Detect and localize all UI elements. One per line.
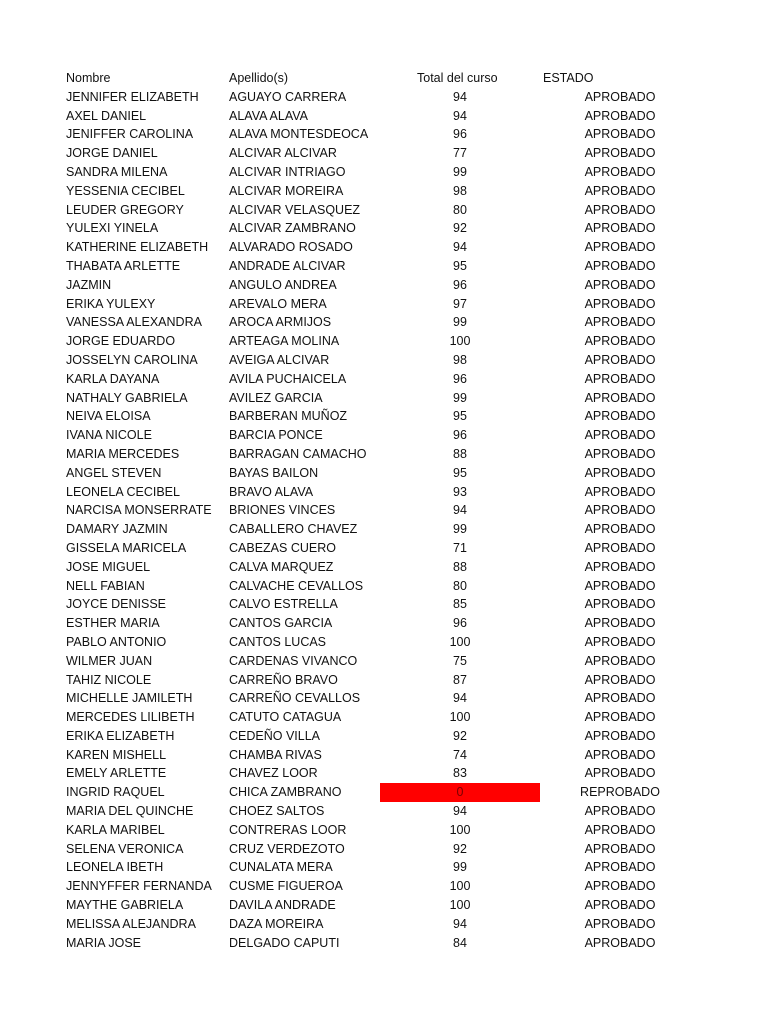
cell-total: 77 xyxy=(453,146,467,161)
cell-total: 100 xyxy=(449,334,471,349)
cell-estado: APROBADO xyxy=(584,484,656,499)
cell-apellidos: CHAMBA RIVAS xyxy=(229,747,322,762)
cell-total: 87 xyxy=(453,672,467,687)
cell-nombre: LEONELA IBETH xyxy=(66,860,164,875)
cell-total: 94 xyxy=(453,108,467,123)
table-row xyxy=(0,614,768,633)
cell-estado: APROBADO xyxy=(584,672,656,687)
cell-total: 80 xyxy=(453,202,467,217)
cell-nombre: JENNYFFER FERNANDA xyxy=(66,879,212,894)
cell-apellidos: CHOEZ SALTOS xyxy=(229,804,325,819)
table-row xyxy=(0,858,768,877)
cell-estado: APROBADO xyxy=(584,597,656,612)
table-row xyxy=(0,445,768,464)
cell-apellidos: AROCA ARMIJOS xyxy=(229,315,332,330)
cell-total: 83 xyxy=(453,766,467,781)
cell-total: 85 xyxy=(453,597,467,612)
table-row xyxy=(0,934,768,953)
table-body xyxy=(0,88,768,953)
table-row xyxy=(0,689,768,708)
cell-total: 96 xyxy=(453,616,467,631)
cell-estado: APROBADO xyxy=(584,315,656,330)
grades-table xyxy=(0,69,768,952)
cell-estado: APROBADO xyxy=(584,503,656,518)
cell-estado: APROBADO xyxy=(584,898,656,913)
cell-nombre: NELL FABIAN xyxy=(66,578,145,593)
cell-total: 96 xyxy=(453,371,467,386)
cell-apellidos: CARREÑO CEVALLOS xyxy=(229,691,361,706)
cell-estado: APROBADO xyxy=(584,390,656,405)
cell-apellidos: BRIONES VINCES xyxy=(229,503,336,518)
table-row xyxy=(0,783,768,802)
cell-estado: APROBADO xyxy=(584,559,656,574)
cell-nombre: ERIKA YULEXY xyxy=(66,296,156,311)
table-row xyxy=(0,201,768,220)
cell-estado: APROBADO xyxy=(584,183,656,198)
cell-estado: APROBADO xyxy=(584,352,656,367)
cell-estado: APROBADO xyxy=(584,728,656,743)
cell-total: 95 xyxy=(453,258,467,273)
cell-total: 84 xyxy=(453,935,467,950)
cell-nombre: JORGE EDUARDO xyxy=(66,334,176,349)
cell-apellidos: CANTOS LUCAS xyxy=(229,634,327,649)
cell-apellidos: DAVILA ANDRADE xyxy=(229,898,336,913)
table-row xyxy=(0,163,768,182)
cell-apellidos: CABALLERO CHAVEZ xyxy=(229,522,358,537)
table-row xyxy=(0,727,768,746)
cell-estado: APROBADO xyxy=(584,691,656,706)
table-row xyxy=(0,238,768,257)
table-row xyxy=(0,539,768,558)
cell-estado: APROBADO xyxy=(584,841,656,856)
cell-nombre: SANDRA MILENA xyxy=(66,164,168,179)
cell-total: 97 xyxy=(453,296,467,311)
table-row xyxy=(0,370,768,389)
cell-apellidos: ALCIVAR ALCIVAR xyxy=(229,146,337,161)
cell-apellidos: ARTEAGA MOLINA xyxy=(229,334,340,349)
cell-nombre: MERCEDES LILIBETH xyxy=(66,710,195,725)
table-row xyxy=(0,483,768,502)
cell-nombre: LEONELA CECIBEL xyxy=(66,484,180,499)
table-row xyxy=(0,501,768,520)
cell-total: 88 xyxy=(453,559,467,574)
cell-total: 71 xyxy=(453,540,467,555)
table-row xyxy=(0,407,768,426)
cell-nombre: MARIA MERCEDES xyxy=(66,446,180,461)
cell-apellidos: AVILEZ GARCIA xyxy=(229,390,323,405)
cell-estado: APROBADO xyxy=(584,465,656,480)
cell-estado: APROBADO xyxy=(584,89,656,104)
cell-estado: APROBADO xyxy=(584,296,656,311)
cell-estado: APROBADO xyxy=(584,371,656,386)
cell-nombre: NEIVA ELOISA xyxy=(66,409,151,424)
cell-total: 99 xyxy=(453,390,467,405)
cell-nombre: LEUDER GREGORY xyxy=(66,202,184,217)
cell-estado: APROBADO xyxy=(584,522,656,537)
cell-nombre: KARLA MARIBEL xyxy=(66,822,165,837)
cell-nombre: INGRID RAQUEL xyxy=(66,785,165,800)
cell-apellidos: CUSME FIGUEROA xyxy=(229,879,343,894)
header-nombre: Nombre xyxy=(66,71,111,85)
cell-estado: APROBADO xyxy=(584,446,656,461)
cell-nombre: ERIKA ELIZABETH xyxy=(66,728,175,743)
cell-apellidos: AGUAYO CARRERA xyxy=(229,89,347,104)
cell-total: 92 xyxy=(453,221,467,236)
table-row xyxy=(0,896,768,915)
cell-estado: APROBADO xyxy=(584,540,656,555)
cell-nombre: NARCISA MONSERRATE xyxy=(66,503,212,518)
table-row xyxy=(0,125,768,144)
cell-apellidos: ALCIVAR MOREIRA xyxy=(229,183,344,198)
cell-apellidos: DELGADO CAPUTI xyxy=(229,935,340,950)
cell-apellidos: AVILA PUCHAICELA xyxy=(229,371,347,386)
cell-total: 94 xyxy=(453,691,467,706)
cell-total: 100 xyxy=(449,710,471,725)
table-row xyxy=(0,671,768,690)
cell-apellidos: ALCIVAR ZAMBRANO xyxy=(229,221,356,236)
cell-estado: APROBADO xyxy=(584,146,656,161)
cell-apellidos: BAYAS BAILON xyxy=(229,465,319,480)
cell-estado: APROBADO xyxy=(584,334,656,349)
cell-total: 80 xyxy=(453,578,467,593)
cell-total: 100 xyxy=(449,822,471,837)
cell-total: 96 xyxy=(453,428,467,443)
table-row xyxy=(0,332,768,351)
cell-nombre: JOYCE DENISSE xyxy=(66,597,167,612)
cell-estado: APROBADO xyxy=(584,277,656,292)
cell-apellidos: BARRAGAN CAMACHO xyxy=(229,446,367,461)
table-row xyxy=(0,182,768,201)
table-row xyxy=(0,426,768,445)
table-row xyxy=(0,558,768,577)
cell-nombre: SELENA VERONICA xyxy=(66,841,184,856)
table-row xyxy=(0,389,768,408)
cell-apellidos: ALAVA MONTESDEOCA xyxy=(229,127,369,142)
table-row xyxy=(0,295,768,314)
cell-nombre: JOSSELYN CAROLINA xyxy=(66,352,198,367)
cell-total: 94 xyxy=(453,503,467,518)
cell-estado: REPROBADO xyxy=(580,785,660,800)
cell-apellidos: CEDEÑO VILLA xyxy=(229,728,321,743)
header-row xyxy=(0,69,768,88)
cell-nombre: PABLO ANTONIO xyxy=(66,634,167,649)
cell-nombre: MARIA JOSE xyxy=(66,935,142,950)
cell-nombre: EMELY ARLETTE xyxy=(66,766,167,781)
cell-nombre: KARLA DAYANA xyxy=(66,371,160,386)
cell-apellidos: BARCIA PONCE xyxy=(229,428,323,443)
cell-apellidos: ANGULO ANDREA xyxy=(229,277,337,292)
cell-apellidos: CRUZ VERDEZOTO xyxy=(229,841,345,856)
cell-total: 100 xyxy=(449,879,471,894)
table-row xyxy=(0,595,768,614)
cell-total: 95 xyxy=(453,465,467,480)
cell-total: 100 xyxy=(449,634,471,649)
cell-apellidos: CHAVEZ LOOR xyxy=(229,766,318,781)
cell-total: 95 xyxy=(453,409,467,424)
cell-estado: APROBADO xyxy=(584,860,656,875)
cell-nombre: WILMER JUAN xyxy=(66,653,153,668)
table-row xyxy=(0,107,768,126)
cell-apellidos: CANTOS GARCIA xyxy=(229,616,333,631)
cell-apellidos: ALAVA ALAVA xyxy=(229,108,308,123)
cell-nombre: MELISSA ALEJANDRA xyxy=(66,916,196,931)
cell-apellidos: BARBERAN MUÑOZ xyxy=(229,409,348,424)
cell-estado: APROBADO xyxy=(584,202,656,217)
cell-estado: APROBADO xyxy=(584,634,656,649)
table-row xyxy=(0,577,768,596)
cell-estado: APROBADO xyxy=(584,916,656,931)
cell-apellidos: CALVO ESTRELLA xyxy=(229,597,338,612)
cell-total: 92 xyxy=(453,841,467,856)
cell-apellidos: CHICA ZAMBRANO xyxy=(229,785,342,800)
cell-estado: APROBADO xyxy=(584,616,656,631)
table-row xyxy=(0,821,768,840)
table-row xyxy=(0,88,768,107)
table-row xyxy=(0,840,768,859)
cell-estado: APROBADO xyxy=(584,653,656,668)
table-row xyxy=(0,464,768,483)
cell-total: 99 xyxy=(453,522,467,537)
cell-nombre: NATHALY GABRIELA xyxy=(66,390,188,405)
cell-total: 96 xyxy=(453,277,467,292)
cell-total: 74 xyxy=(453,747,467,762)
cell-nombre: JENIFFER CAROLINA xyxy=(66,127,194,142)
cell-apellidos: AVEIGA ALCIVAR xyxy=(229,352,330,367)
table-row xyxy=(0,276,768,295)
cell-total: 75 xyxy=(453,653,467,668)
cell-estado: APROBADO xyxy=(584,428,656,443)
cell-estado: APROBADO xyxy=(584,578,656,593)
table-row xyxy=(0,915,768,934)
cell-nombre: ESTHER MARIA xyxy=(66,616,160,631)
cell-total: 0 xyxy=(380,783,540,802)
cell-nombre: AXEL DANIEL xyxy=(66,108,147,123)
cell-estado: APROBADO xyxy=(584,258,656,273)
cell-apellidos: CALVACHE CEVALLOS xyxy=(229,578,364,593)
cell-estado: APROBADO xyxy=(584,409,656,424)
cell-estado: APROBADO xyxy=(584,240,656,255)
cell-estado: APROBADO xyxy=(584,822,656,837)
table-row xyxy=(0,520,768,539)
cell-apellidos: ALCIVAR VELASQUEZ xyxy=(229,202,361,217)
cell-nombre: YESSENIA CECIBEL xyxy=(66,183,185,198)
cell-estado: APROBADO xyxy=(584,766,656,781)
cell-nombre: JOSE MIGUEL xyxy=(66,559,151,574)
cell-estado: APROBADO xyxy=(584,879,656,894)
cell-estado: APROBADO xyxy=(584,804,656,819)
header-estado: ESTADO xyxy=(543,71,594,85)
table-row xyxy=(0,144,768,163)
cell-total: 99 xyxy=(453,860,467,875)
cell-total: 99 xyxy=(453,164,467,179)
cell-nombre: GISSELA MARICELA xyxy=(66,540,187,555)
cell-nombre: IVANA NICOLE xyxy=(66,428,152,443)
cell-nombre: DAMARY JAZMIN xyxy=(66,522,168,537)
cell-nombre: TAHIZ NICOLE xyxy=(66,672,152,687)
cell-estado: APROBADO xyxy=(584,108,656,123)
cell-total: 100 xyxy=(449,898,471,913)
cell-total: 94 xyxy=(453,916,467,931)
table-row xyxy=(0,802,768,821)
cell-estado: APROBADO xyxy=(584,164,656,179)
cell-apellidos: CARDENAS VIVANCO xyxy=(229,653,358,668)
cell-nombre: MICHELLE JAMILETH xyxy=(66,691,193,706)
cell-total: 98 xyxy=(453,183,467,198)
cell-apellidos: BRAVO ALAVA xyxy=(229,484,314,499)
cell-nombre: KATHERINE ELIZABETH xyxy=(66,240,209,255)
table-row xyxy=(0,633,768,652)
table-row xyxy=(0,257,768,276)
cell-total: 99 xyxy=(453,315,467,330)
cell-apellidos: CATUTO CATAGUA xyxy=(229,710,342,725)
cell-estado: APROBADO xyxy=(584,221,656,236)
table-row xyxy=(0,652,768,671)
cell-apellidos: ANDRADE ALCIVAR xyxy=(229,258,346,273)
cell-total: 94 xyxy=(453,89,467,104)
cell-total: 94 xyxy=(453,804,467,819)
cell-nombre: JAZMIN xyxy=(66,277,112,292)
cell-estado: APROBADO xyxy=(584,747,656,762)
cell-apellidos: CONTRERAS LOOR xyxy=(229,822,347,837)
header-total: Total del curso xyxy=(417,71,498,85)
cell-estado: APROBADO xyxy=(584,710,656,725)
cell-nombre: JENNIFER ELIZABETH xyxy=(66,89,199,104)
cell-total: 98 xyxy=(453,352,467,367)
cell-total: 92 xyxy=(453,728,467,743)
cell-total: 96 xyxy=(453,127,467,142)
cell-estado: APROBADO xyxy=(584,935,656,950)
cell-apellidos: ALCIVAR INTRIAGO xyxy=(229,164,346,179)
cell-total: 94 xyxy=(453,240,467,255)
cell-nombre: KAREN MISHELL xyxy=(66,747,167,762)
cell-nombre: ANGEL STEVEN xyxy=(66,465,162,480)
cell-apellidos: DAZA MOREIRA xyxy=(229,916,324,931)
cell-nombre: YULEXI YINELA xyxy=(66,221,159,236)
header-apellidos: Apellido(s) xyxy=(229,71,289,85)
cell-apellidos: CUNALATA MERA xyxy=(229,860,333,875)
cell-apellidos: CABEZAS CUERO xyxy=(229,540,336,555)
cell-apellidos: AREVALO MERA xyxy=(229,296,327,311)
cell-total: 93 xyxy=(453,484,467,499)
cell-estado: APROBADO xyxy=(584,127,656,142)
cell-total: 88 xyxy=(453,446,467,461)
cell-nombre: MARIA DEL QUINCHE xyxy=(66,804,194,819)
table-row xyxy=(0,708,768,727)
table-row xyxy=(0,746,768,765)
table-row xyxy=(0,351,768,370)
cell-apellidos: CARREÑO BRAVO xyxy=(229,672,338,687)
table-row xyxy=(0,219,768,238)
cell-nombre: THABATA ARLETTE xyxy=(66,258,181,273)
table-row xyxy=(0,764,768,783)
table-row xyxy=(0,877,768,896)
table-row xyxy=(0,313,768,332)
cell-apellidos: ALVARADO ROSADO xyxy=(229,240,353,255)
cell-nombre: VANESSA ALEXANDRA xyxy=(66,315,202,330)
cell-nombre: MAYTHE GABRIELA xyxy=(66,898,184,913)
cell-nombre: JORGE DANIEL xyxy=(66,146,158,161)
cell-apellidos: CALVA MARQUEZ xyxy=(229,559,334,574)
